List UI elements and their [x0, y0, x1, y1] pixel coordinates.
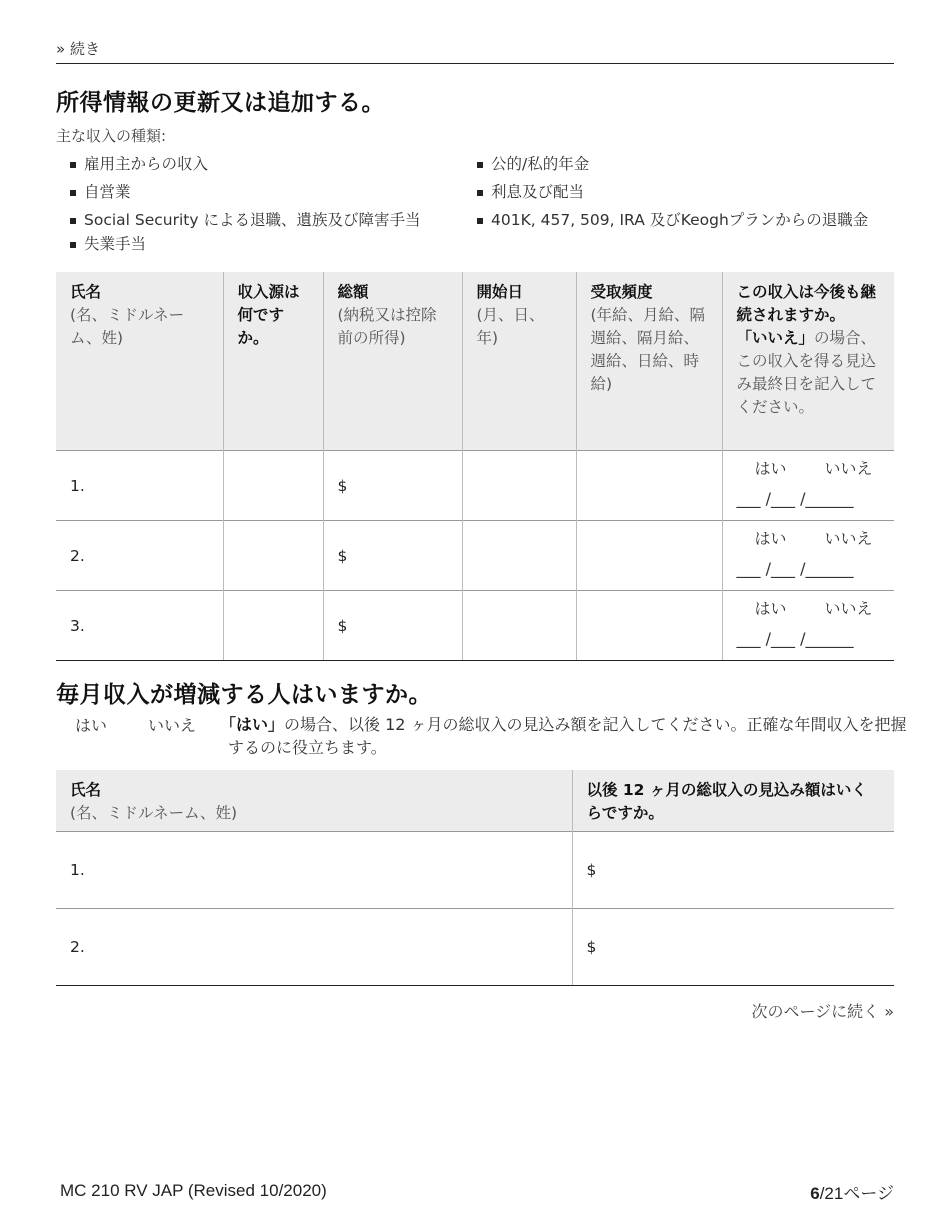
start-date-cell[interactable] [462, 591, 576, 661]
income-types-list-left [70, 154, 450, 262]
income-types-list-right [477, 154, 897, 238]
list-item: 公的/私的年金 [477, 154, 897, 174]
page-number: 6/21ページ [810, 1184, 894, 1203]
col-header-name: 氏名 (名、ミドルネーム、姓) [56, 272, 223, 451]
no-option[interactable]: いいえ [824, 458, 873, 478]
source-cell[interactable] [223, 451, 323, 521]
list-item: 雇用主からの収入 [70, 154, 450, 174]
amount-cell[interactable]: $ [323, 591, 462, 661]
list-item: 401K, 457, 509, IRA 及びKeoghプランからの退職金 [477, 210, 897, 230]
continued-label: » 続き [56, 40, 100, 58]
name-cell[interactable]: 1. [56, 832, 572, 909]
name-cell[interactable]: 2. [56, 909, 572, 986]
yes-option[interactable]: はい [75, 716, 108, 735]
name-cell[interactable]: 3. [56, 591, 223, 661]
col-header-name: 氏名 (名、ミドルネーム、姓) [56, 770, 572, 832]
continue-cell [722, 591, 894, 661]
yes-option[interactable]: はい [754, 598, 787, 618]
col-header-estimated-income: 以後 12 ヶ月の総収入の見込み額はいくらですか。 [572, 770, 894, 832]
source-cell[interactable] [223, 591, 323, 661]
col-header-gross-amount: 総額 (納税又は控除前の所得) [323, 272, 462, 451]
monthly-table-header [56, 770, 894, 832]
continue-cell [722, 521, 894, 591]
no-option[interactable]: いいえ [824, 528, 873, 548]
table-row [56, 521, 894, 591]
monthly-change-instructions: 「はい」の場合、以後 12 ヶ月の総収入の見込み額を記入してください。正確な年間収入を把握するのに役立ちます。 [220, 715, 907, 757]
col-header-frequency: 受取頻度 (年給、月給、隔週給、隔月給、週給、日給、時給) [576, 272, 722, 451]
amount-cell[interactable]: $ [323, 451, 462, 521]
income-table-header [56, 272, 894, 451]
source-cell[interactable] [223, 521, 323, 591]
list-item: 利息及び配当 [477, 182, 897, 202]
monthly-income-table [56, 770, 894, 986]
end-date-field[interactable]: ___ /___ /______ [736, 628, 854, 648]
start-date-cell[interactable] [462, 521, 576, 591]
col-header-source: 収入源は何ですか。 [223, 272, 323, 451]
start-date-cell[interactable] [462, 451, 576, 521]
frequency-cell[interactable] [576, 451, 722, 521]
amount-cell[interactable]: $ [572, 832, 894, 909]
table-row [56, 909, 894, 986]
table-row [56, 451, 894, 521]
continue-cell [722, 451, 894, 521]
section-title-income-update: 所得情報の更新又は追加する。 [56, 90, 385, 116]
list-item: Social Security による退職、遺族及び障害手当 [70, 210, 450, 230]
no-option[interactable]: いいえ [148, 716, 197, 735]
table-row [56, 832, 894, 909]
frequency-cell[interactable] [576, 521, 722, 591]
col-header-continue: この収入は今後も継続されますか。 「いいえ」の場合、この収入を得る見込み最終日を記入してください。 [722, 272, 894, 451]
top-divider [56, 63, 894, 64]
income-types-subhead: 主な収入の種類: [56, 127, 167, 145]
yes-option[interactable]: はい [754, 458, 787, 478]
table-row [56, 591, 894, 661]
form-id: MC 210 RV JAP (Revised 10/2020) [60, 1181, 327, 1200]
amount-cell[interactable]: $ [323, 521, 462, 591]
name-cell[interactable]: 2. [56, 521, 223, 591]
income-table [56, 272, 894, 661]
name-cell[interactable]: 1. [56, 451, 223, 521]
yes-option[interactable]: はい [754, 528, 787, 548]
col-header-start-date: 開始日 (月、日、年) [462, 272, 576, 451]
section-title-monthly-change: 毎月収入が増減する人はいますか。 [56, 682, 432, 708]
no-option[interactable]: いいえ [824, 598, 873, 618]
amount-cell[interactable]: $ [572, 909, 894, 986]
list-item: 失業手当 [70, 234, 450, 254]
continued-next-page: 次のページに続く » [751, 1002, 894, 1021]
end-date-field[interactable]: ___ /___ /______ [736, 488, 854, 508]
list-item: 自営業 [70, 182, 450, 202]
end-date-field[interactable]: ___ /___ /______ [736, 558, 854, 578]
frequency-cell[interactable] [576, 591, 722, 661]
